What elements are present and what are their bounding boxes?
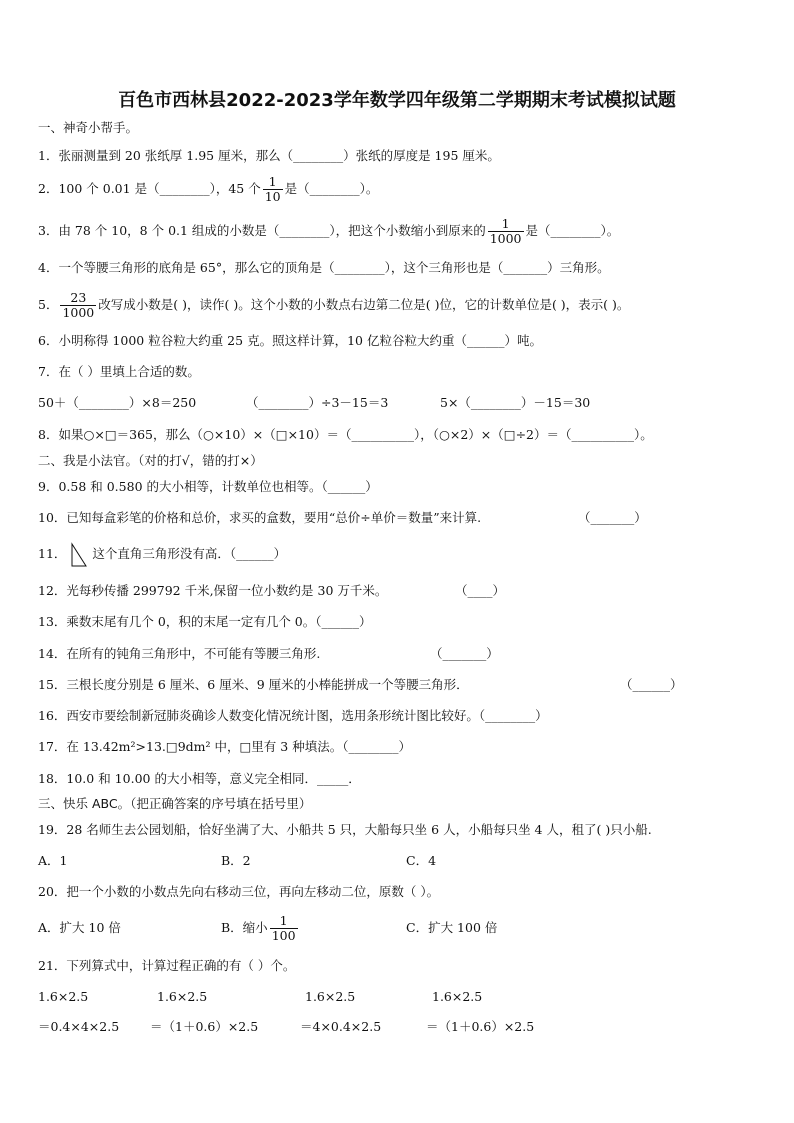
- question-10: 10．已知每盒彩笔的价格和总价，求买的盒数，要用“总价÷单价＝数量”来计算.: [38, 510, 482, 525]
- question-5-text-a: 5．: [38, 297, 59, 312]
- question-2-text-a: 2．100 个 0.01 是（________），45 个: [38, 181, 261, 196]
- question-15: 15．三根长度分别是 6 厘米、6 厘米、9 厘米的小棒能拼成一个等腰三角形．: [38, 677, 469, 692]
- fraction-denominator: 100: [271, 928, 296, 943]
- answer-blank: （____）: [455, 583, 506, 598]
- question-7: 7．在（ ）里填上合适的数。: [38, 364, 200, 379]
- question-19-option-b: B．2: [221, 853, 251, 868]
- question-21-expr-1-line-1: 1.6×2.5: [38, 989, 89, 1004]
- question-9: 9．0.58 和 0.580 的大小相等，计数单位也相等。（______）: [38, 479, 378, 494]
- fraction-numerator: 23: [60, 291, 96, 306]
- section-heading-3: 三、快乐 ABC。（把正确答案的序号填在括号里）: [38, 796, 312, 811]
- question-6: 6．小明称得 1000 粒谷粒大约重 25 克。照这样计算，10 亿粒谷粒大约重（______）吨。: [38, 333, 542, 348]
- question-20-option-a: A．扩大 10 倍: [38, 920, 121, 935]
- question-12: 12．光每秒传播 299792 千米,保留一位小数约是 30 万千米。: [38, 583, 388, 598]
- fraction-numerator: 1: [488, 217, 524, 232]
- answer-blank: （_______）: [430, 646, 499, 661]
- question-19: 19．28 名师生去公园划船，恰好坐满了大、小船共 5 只，大船每只坐 6 人，小船每只坐 4 人，租了( )只小船.: [38, 822, 652, 837]
- question-14: 14．在所有的钝角三角形中，不可能有等腰三角形.: [38, 646, 321, 661]
- question-2-text-b: 是（________）。: [284, 181, 379, 196]
- question-3-text-a: 3．由 78 个 10，8 个 0.1 组成的小数是（________），把这个小数缩小到原来的: [38, 223, 486, 238]
- fraction-denominator: 1000: [62, 305, 95, 320]
- page-title: 百色市西林县2022-2023学年数学四年级第二学期期末考试模拟试题: [118, 90, 676, 111]
- question-11-text: 这个直角三角形没有高．（______）: [92, 546, 287, 561]
- fraction-denominator: 10: [264, 189, 281, 204]
- question-20-option-c: C．扩大 100 倍: [406, 920, 498, 935]
- fraction: [60, 291, 96, 320]
- question-11-number: 11．: [38, 546, 67, 561]
- question-21-expr-2-line-2: ＝（1＋0.6）×2.5: [150, 1019, 259, 1034]
- right-triangle-icon: [70, 542, 88, 568]
- question-1: 1．张丽测量到 20 张纸厚 1.95 厘米，那么（________）张纸的厚度是 195 厘米。: [38, 148, 500, 163]
- question-21-expr-1-line-2: ＝0.4×4×2.5: [38, 1019, 120, 1034]
- question-3-text-b: 是（________）。: [525, 223, 620, 238]
- fraction-denominator: 1000: [489, 231, 522, 246]
- question-21-expr-4-line-1: 1.6×2.5: [432, 989, 483, 1004]
- question-7-item-1: 50＋（________）×8＝250: [38, 395, 197, 410]
- question-18: 18．10.0 和 10.00 的大小相等，意义完全相同．_____．: [38, 771, 361, 786]
- section-heading-2: 二、我是小法官。（对的打√，错的打×）: [38, 453, 263, 468]
- question-16: 16．西安市要绘制新冠肺炎确诊人数变化情况统计图，选用条形统计图比较好。（________）: [38, 708, 548, 723]
- question-20: 20．把一个小数的小数点先向右移动三位，再向左移动二位，原数（ ）。: [38, 884, 440, 899]
- fraction: [488, 217, 524, 246]
- question-3: [38, 214, 619, 248]
- question-13: 13．乘数末尾有几个 0，积的末尾一定有几个 0。（______）: [38, 614, 372, 629]
- question-20-option-b: [221, 911, 300, 945]
- question-21: 21．下列算式中，计算过程正确的有（ ）个。: [38, 958, 296, 973]
- question-11: [38, 540, 286, 568]
- fraction-numerator: 1: [270, 914, 298, 929]
- question-19-option-a: A．1: [38, 853, 68, 868]
- section-heading-1: 一、神奇小帮手。: [38, 120, 139, 135]
- answer-blank: （______）: [620, 677, 683, 692]
- answer-blank: （_______）: [578, 510, 647, 525]
- question-21-expr-2-line-1: 1.6×2.5: [157, 989, 208, 1004]
- question-21-expr-3-line-2: ＝4×0.4×2.5: [300, 1019, 382, 1034]
- option-b-text: B．缩小: [221, 920, 268, 935]
- question-8: 8．如果○×□＝365，那么（○×10）×（□×10）＝（__________），（○×2）×（□÷2）＝（__________）。: [38, 427, 653, 442]
- question-4: 4．一个等腰三角形的底角是 65°，那么它的顶角是（________），这个三角形也是（_______）三角形。: [38, 260, 610, 275]
- question-17: 17．在 13.42m²>13.□9dm² 中，□里有 3 种填法。（________）: [38, 739, 411, 754]
- fraction: [263, 175, 283, 204]
- fraction-numerator: 1: [263, 175, 283, 190]
- question-5: [38, 288, 629, 322]
- question-21-expr-3-line-1: 1.6×2.5: [305, 989, 356, 1004]
- fraction: [270, 914, 298, 943]
- question-21-expr-4-line-2: ＝（1＋0.6）×2.5: [426, 1019, 535, 1034]
- question-7-item-3: 5×（________）－15＝30: [440, 395, 591, 410]
- question-5-text-b: 改写成小数是( )，读作( )。这个小数的小数点右边第二位是( )位，它的计数单位是( )，表示( )。: [98, 297, 630, 312]
- question-19-option-c: C．4: [406, 853, 437, 868]
- question-2: [38, 172, 378, 206]
- question-7-item-2: （________）÷3－15＝3: [246, 395, 389, 410]
